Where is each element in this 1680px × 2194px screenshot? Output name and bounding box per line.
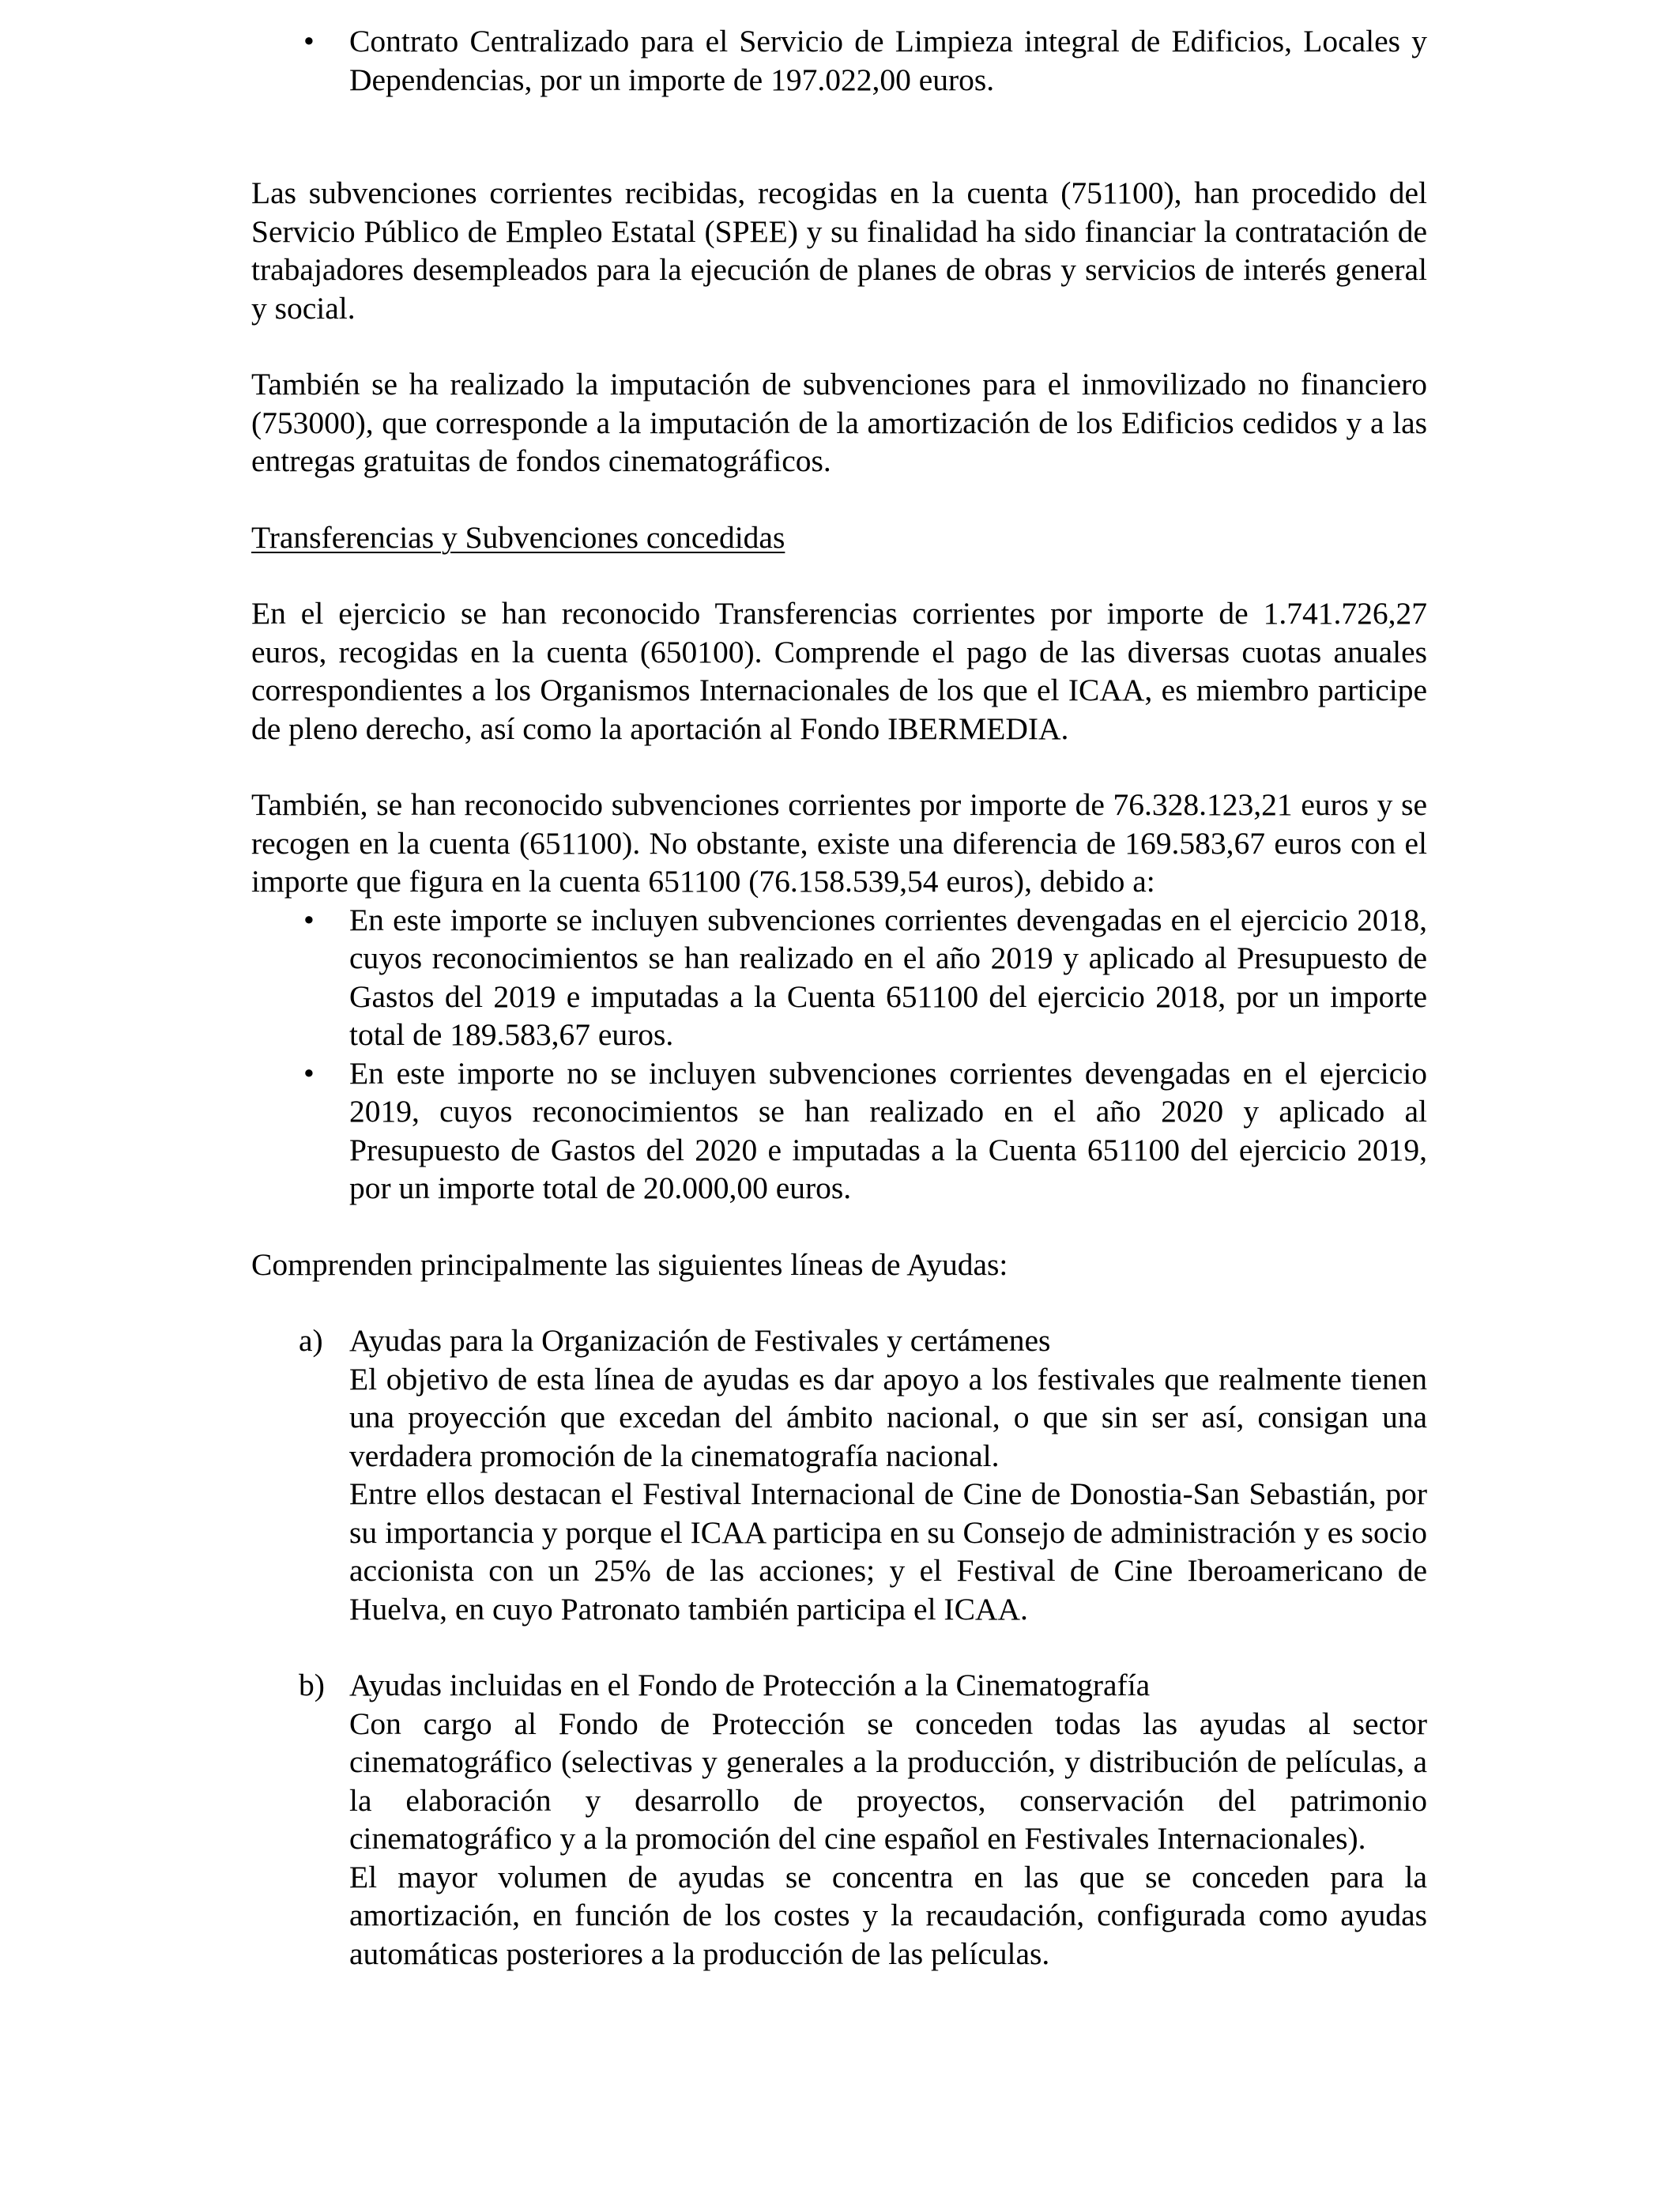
paragraph-imputacion: También se ha realizado la imputación de subvenciones para el inmovilizado no financiero (753000), que corresponde a la imputación de la amortización de los Edificios cedidos y a las entregas gratuitas de fondos cinematográficos. xyxy=(251,367,1427,478)
paragraph-subvenciones-recibidas: Las subvenciones corrientes recibidas, recogidas en la cuenta (751100), han procedido del Servicio Público de Empleo Estatal (SPEE) y su finalidad ha sido financiar la contratación de trabajadores desempleados para la ejecución de planes de obras y servicios de interés general y social. xyxy=(251,175,1427,326)
bullet-symbol: • xyxy=(303,24,315,58)
ayuda-paragraph: El mayor volumen de ayudas se concentra en las que se conceden para la amortización, en función de los costes y la recaudación, configurada como ayudas automáticas posteriores a la producción de las películas. xyxy=(349,1859,1427,1971)
ayuda-item-fondo-proteccion xyxy=(251,1666,1427,1973)
bullet-item-limpieza xyxy=(251,22,1427,99)
list-marker: a) xyxy=(299,1323,323,1358)
bullet-item-no-incluyen xyxy=(251,1054,1427,1208)
paragraph-lineas-ayudas: Comprenden principalmente las siguientes líneas de Ayudas: xyxy=(251,1246,1008,1282)
bullet-text: Contrato Centralizado para el Servicio de Limpieza integral de Edificios, Locales y Dependencias, por un importe de 197.022,00 euros. xyxy=(349,24,1427,97)
ayuda-title: Ayudas incluidas en el Fondo de Protección a la Cinematografía xyxy=(349,1668,1151,1702)
bullet-item-incluyen xyxy=(251,901,1427,1054)
section-heading: Transferencias y Subvenciones concedidas xyxy=(251,519,785,555)
bullet-text: En este importe no se incluyen subvenciones corrientes devengadas en el ejercicio 2019, cuyos reconocimientos se han realizado en el año 2020 y aplicado al Presupuesto de Gastos del 2020 e imputadas a la Cuenta 651100 del ejercicio 2019, por un importe total de 20.000,00 euros. xyxy=(349,1055,1427,1205)
paragraph-subvenciones-corrientes: También, se han reconocido subvenciones corrientes por importe de 76.328.123,21 euros y se recogen en la cuenta (651100). No obstante, existe una diferencia de 169.583,67 euros con el importe que figura en la cuenta 651100 (76.158.539,54 euros), debido a: xyxy=(251,787,1427,899)
bullet-symbol: • xyxy=(303,902,315,937)
bullet-text: En este importe se incluyen subvenciones corrientes devengadas en el ejercicio 2018, cuyos reconocimientos se han realizado en el año 2019 y aplicado al Presupuesto de Gastos del 2019 e imputadas a la Cuenta 651100 del ejercicio 2018, por un importe total de 189.583,67 euros. xyxy=(349,902,1427,1052)
ayuda-paragraph: Entre ellos destacan el Festival Internacional de Cine de Donostia-San Sebastián, por su importancia y porque el ICAA participa en su Consejo de administración y es socio accionista con un 25% de las acciones; y el Festival de Cine Iberoamericano de Huelva, en cuyo Patronato también participa el ICAA. xyxy=(349,1476,1427,1627)
ayuda-title: Ayudas para la Organización de Festivales y certámenes xyxy=(349,1323,1051,1358)
ayuda-item-festivales xyxy=(251,1321,1427,1628)
paragraph-transferencias: En el ejercicio se han reconocido Transferencias corrientes por importe de 1.741.726,27 euros, recogidas en la cuenta (650100). Comprende el pago de las diversas cuotas anuales correspondientes a los Organismos Internacionales de los que el ICAA, es miembro participe de pleno derecho, así como la aportación al Fondo IBERMEDIA. xyxy=(251,596,1427,746)
bullet-symbol: • xyxy=(303,1055,315,1091)
list-marker: b) xyxy=(299,1668,325,1702)
ayuda-paragraph: Con cargo al Fondo de Protección se conceden todas las ayudas al sector cinematográfico (selectivas y generales a la producción, y distribución de películas, a la elaboración y desarrollo de proyectos, conservación del patrimonio cinematográfico y a la promoción del cine español en Festivales Internacionales). xyxy=(349,1706,1427,1856)
document-page xyxy=(251,0,1427,1973)
ayuda-paragraph: El objetivo de esta línea de ayudas es dar apoyo a los festivales que realmente tienen una proyección que excedan del ámbito nacional, o que sin ser así, consigan una verdadera promoción de la cinematografía nacional. xyxy=(349,1361,1427,1473)
